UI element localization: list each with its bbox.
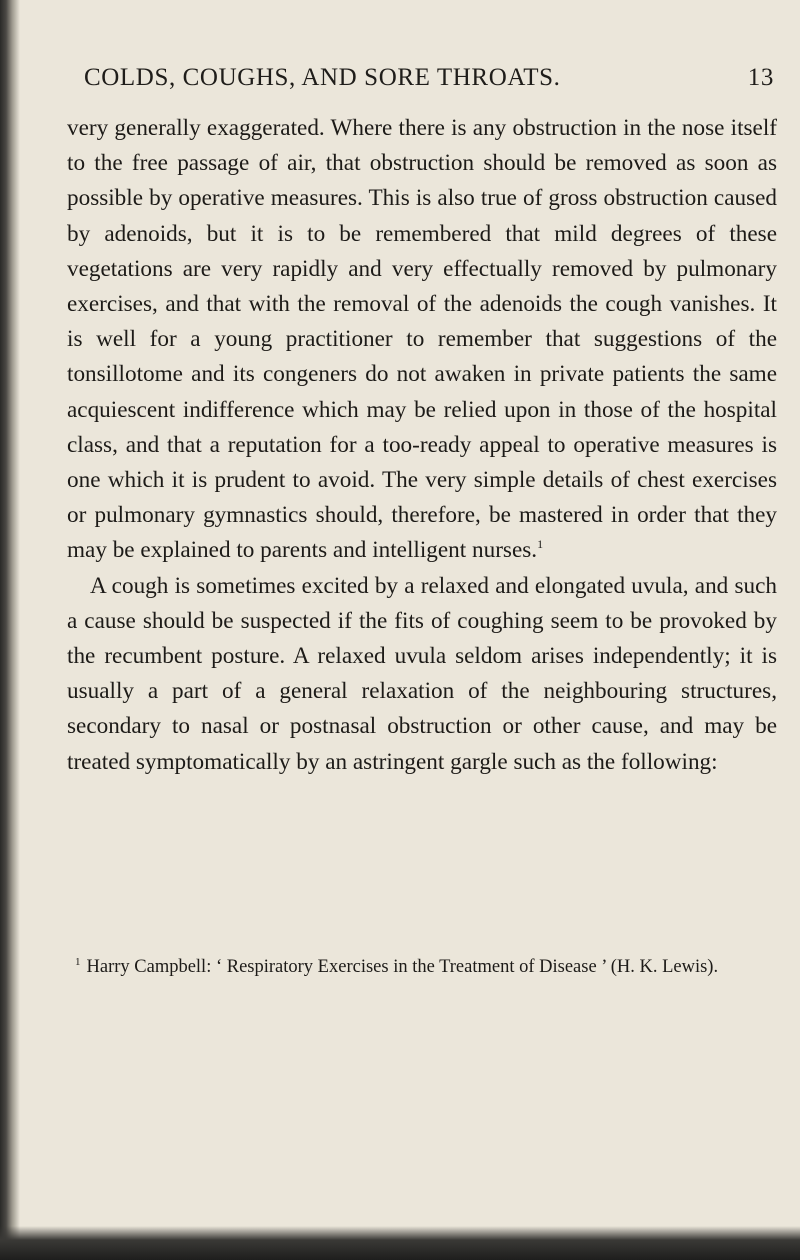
footnote-marker: 1: [75, 956, 81, 968]
footnote-reference: 1: [537, 537, 544, 552]
page-bottom-edge: [0, 1226, 800, 1260]
paragraph-1: [67, 111, 777, 569]
footnote: [67, 955, 777, 979]
running-head: [84, 64, 774, 92]
paragraph-1-text: very generally exaggerated. Where there is any obstruction in the nose itself to the free passage of air, that obstruction should be removed as soon as possible by operative measures. This is also true of gross obstruction caused by adenoids, but it is to be remembered that mild degrees of these vegetations are very rapidly and very effectually removed by pulmonary exercises, and that with the removal of the adenoids the cough vanishes. It is well for a young practitioner to remember that suggestions of the tonsillotome and its congeners do not awaken in private patients the same acquiescent indifference which may be relied upon in those of the hospital class, and that a reputation for a too-ready appeal to operative measures is one which it is prudent to avoid. The very simple details of chest exercises or pulmonary gymnastics should, therefore, be mastered in order that they may be explained to parents and intelligent nurses.: [67, 115, 777, 564]
paragraph-2: A cough is sometimes excited by a relaxed and elongated uvula, and such a cause should be suspected if the fits of coughing seem to be provoked by the recumbent posture. A relaxed uvula seldom arises independently; it is usually a part of a general relaxation of the neighbouring structures, secondary to nasal or postnasal obstruction or other cause, and may be treated symptomatically by an astringent gargle such as the following:: [67, 572, 777, 775]
binding-shadow: [0, 0, 20, 1260]
running-title: COLDS, COUGHS, AND SORE THROATS.: [84, 64, 561, 91]
footnote-text: Harry Campbell: ‘ Respiratory Exercises in the Treatment of Disease ’ (H. K. Lewis).: [86, 957, 719, 977]
body-text: [67, 111, 777, 780]
page-number: 13: [747, 64, 774, 91]
